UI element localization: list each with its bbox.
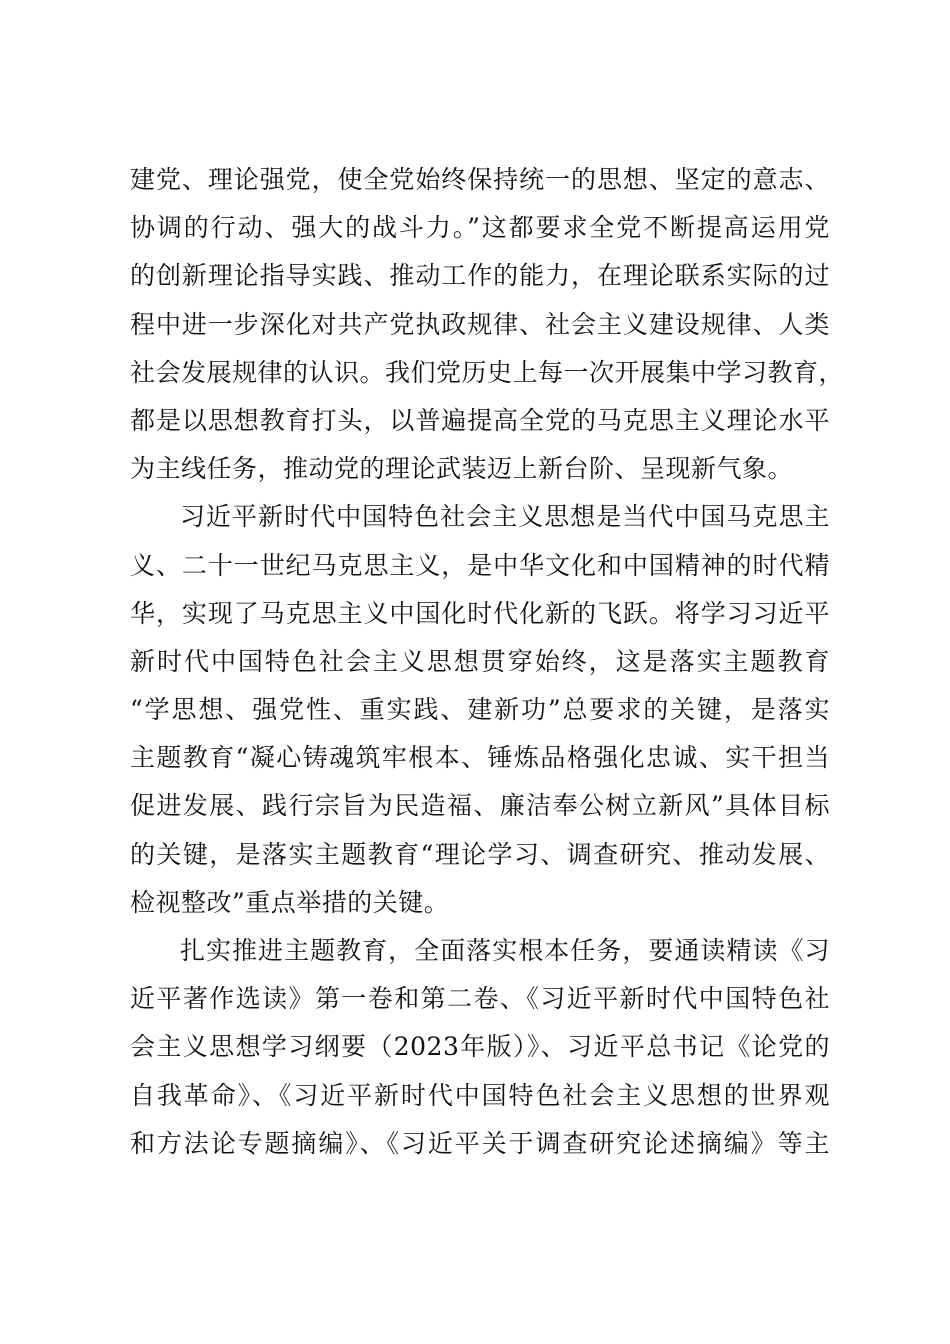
text-line: 的创新理论指导实践、推动工作的能力，在理论联系实际的过 [130,261,830,291]
text-line: 主题教育“凝心铸魂筑牢根本、锤炼品格强化忠诚、实干担当 [130,743,830,773]
text-line: 华，实现了马克思主义中国化时代化新的飞跃。将学习习近平 [130,598,830,628]
text-line: 都是以思想教育打头，以普遍提高全党的马克思主义理论水平 [130,405,830,435]
text-line: 近平著作选读》第一卷和第二卷、《习近平新时代中国特色社 [130,984,830,1014]
text-line: “学思想、强党性、重实践、建新功”总要求的关键，是落实 [130,695,830,725]
text-line: 新时代中国特色社会主义思想贯穿始终，这是落实主题教育 [130,646,830,676]
text-line: 义、二十一世纪马克思主义，是中华文化和中国精神的时代精 [130,550,830,580]
text-line: 习近平新时代中国特色社会主义思想是当代中国马克思主 [180,502,830,532]
text-line: 自我革命》、《习近平新时代中国特色社会主义思想的世界观 [130,1080,830,1110]
text-line: 为主线任务，推动党的理论武装迈上新台阶、呈现新气象。 [130,454,794,484]
text-line: 程中进一步深化对共产党执政规律、社会主义建设规律、人类 [130,309,830,339]
paragraph-2 [130,493,830,927]
text-line: 检视整改”重点举措的关键。 [130,887,450,917]
text-line: 的关键，是落实主题教育“理论学习、调查研究、推动发展、 [130,839,830,869]
text-line: 会主义思想学习纲要（2023年版）》、习近平总书记《论党的 [130,1032,830,1062]
body-text [130,156,845,1168]
text-line: 和方法论专题摘编》、《习近平关于调查研究论述摘编》等主 [130,1128,830,1158]
text-line: 社会发展规律的认识。我们党历史上每一次开展集中学习教育， [130,357,845,387]
text-line: 扎实推进主题教育，全面落实根本任务，要通读精读《习 [180,936,830,965]
text-line: 促进发展、践行宗旨为民造福、廉洁奉公树立新风”具体目标 [130,791,830,821]
text-line: 协调的行动、强大的战斗力。”这都要求全党不断提高运用党 [130,213,830,243]
text-line: 建党、理论强党，使全党始终保持统一的思想、坚定的意志、 [130,165,830,194]
paragraph-3 [130,927,830,1168]
paragraph-1 [130,156,845,493]
